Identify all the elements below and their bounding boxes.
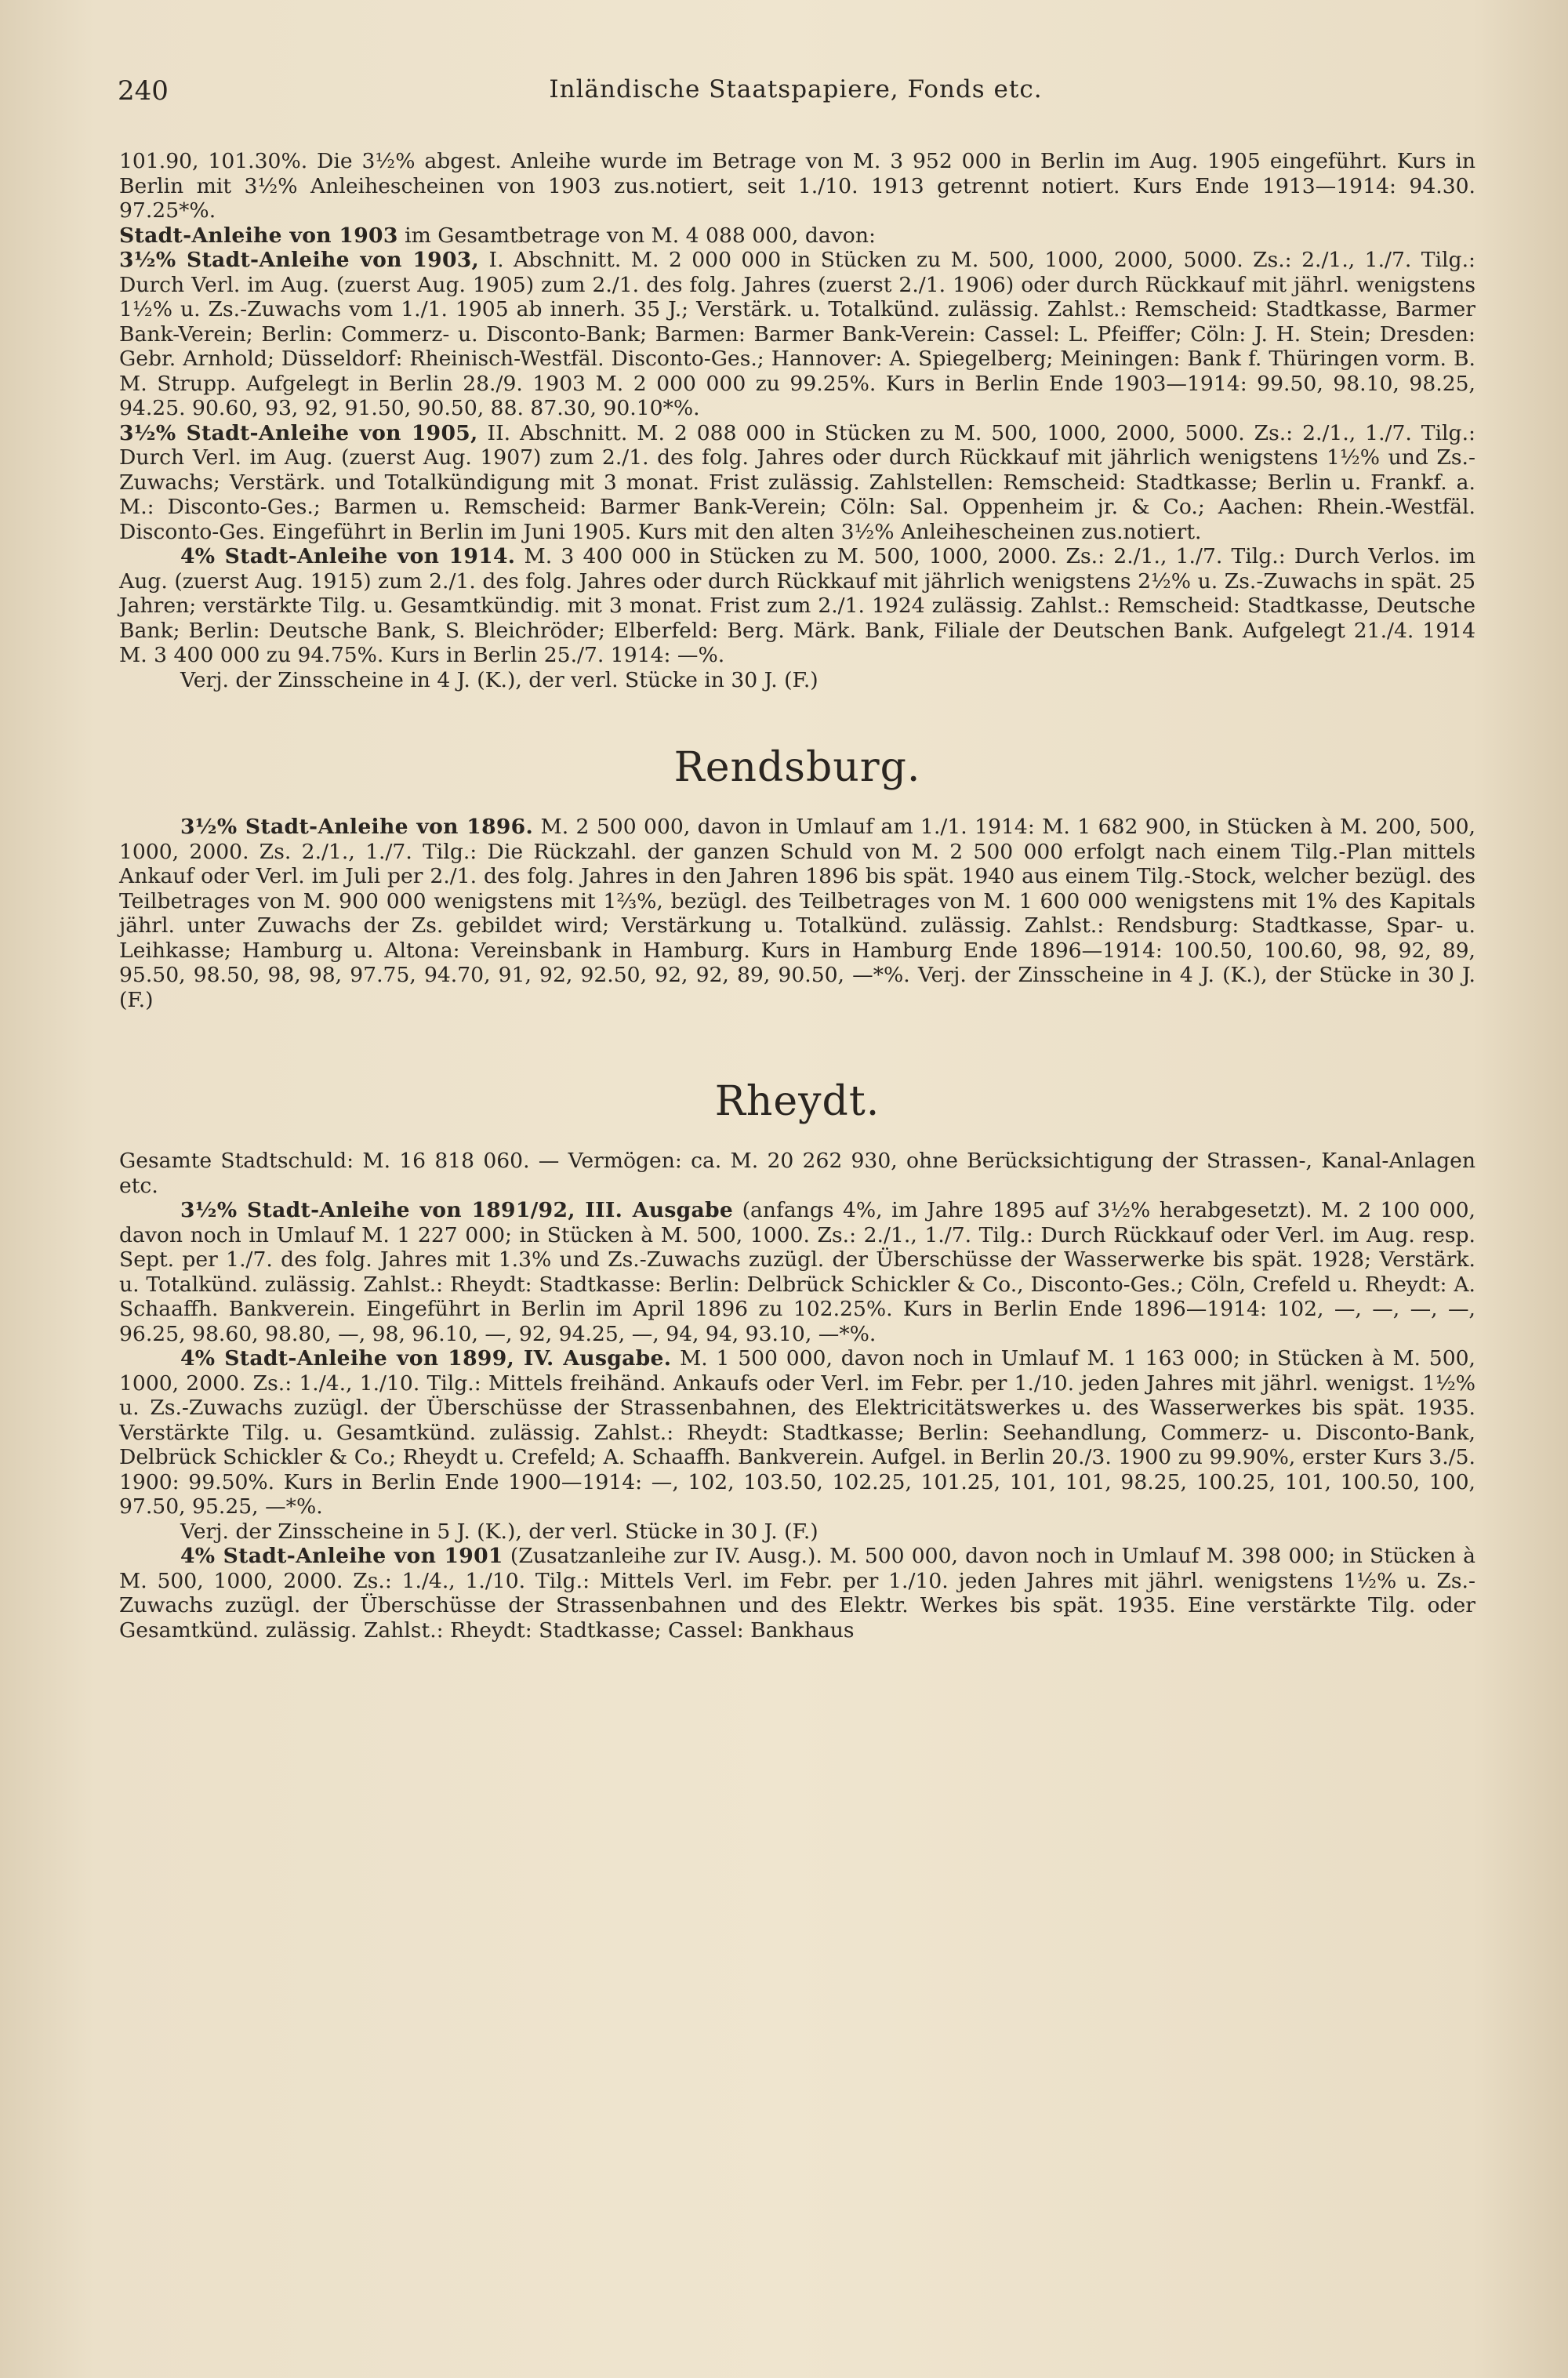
loan-text: M. 2 500 000, davon in Umlauf am 1./1. 1914: M. 1 682 900, in Stücken à M. 200, 500, 1000, 2000. Zs. 2./1., 1./7. Tilg.: Die Rückzahl. der ganzen Schuld von M. 2 500 000 erfolgt nach einem Tilg.-Plan mittels Ankauf oder Verl. im Juli per 2./1. des folg. Jahres in den Jahren 1896 bis spät. 1940 aus einem Tilg.-Stock, welcher bezügl. des Teilbetrages von M. 900 000 wenigstens mit 1⅔%, bezügl. des Teilbetrages von M. 1 600 000 wenigstens mit 1% des Kapitals jährl. unter Zuwachs der Zs. gebildet wird; Verstärkung u. Totalkünd. zulässig. Zahlst.: Rendsburg: Stadtkasse, Spar- u. Leihkasse; Hamburg u. Altona: Vereinsbank in Hamburg. Kurs in Hamburg Ende 1896—1914: 100.50, 100.60, 98, 92, 89, 95.50, 98.50, 98, 98, 97.75, 94.70, 91, 92, 92.50, 92, 92, 89, 90.50, —*%. Verj. der Zinsscheine in 4 J. (K.), der Stücke in 30 J. (F.) bbox=[119, 815, 1475, 1012]
loan-title: 4% Stadt-Anleihe von 1914. bbox=[180, 544, 516, 568]
remscheid-loan-1914 bbox=[119, 544, 1475, 668]
rheydt-loan-1899 bbox=[119, 1346, 1475, 1519]
loan-title: 3½% Stadt-Anleihe von 1891/92, III. Ausgabe bbox=[180, 1198, 734, 1222]
remscheid-verjaehrung: Verj. der Zinsscheine in 4 J. (K.), der verl. Stücke in 30 J. (F.) bbox=[180, 667, 818, 692]
section-heading-rendsburg: Rendsburg. bbox=[673, 744, 921, 791]
loan-title: 3½% Stadt-Anleihe von 1903, bbox=[119, 248, 480, 272]
page-header bbox=[118, 75, 1474, 111]
loan-text: M. 1 500 000, davon noch in Umlauf M. 1 163 000; in Stücken à M. 500, 1000, 2000. Zs.: 1./4., 1./10. Tilg.: Mittels freihänd. Ankaufs oder Verl. im Febr. per 1./10. jeden Jahres mit jährl. wenigst. 1½% u. Zs.-Zuwachs zuzügl. der Überschüsse der Strassenbahnen, des Elektricitätswerkes u. des Wasserwerkes bis spät. 1935. Verstärkte Tilg. u. Gesamtkünd. zulässig. Zahlst.: Rheydt: Stadtkasse; Berlin: Seehandlung, Commerz- u. Disconto-Bank, Delbrück Schickler & Co.; Rheydt u. Crefeld; A. Schaaffh. Bankverein. Aufgel. in Berlin 20./3. 1900 zu 99.90%, erster Kurs 3./5. 1900: 99.50%. Kurs in Berlin Ende 1900—1914: —, 102, 103.50, 102.25, 101.25, 101, 101, 98.25, 100.25, 101, 100.50, 100, 97.50, 95.25, —*%. bbox=[119, 1346, 1475, 1519]
loan-text: M. 3 400 000 in Stücken zu M. 500, 1000, 2000. Zs.: 2./1., 1./7. Tilg.: Durch Verlos. im Aug. (zuerst Aug. 1915) zum 2./1. des folg. Jahres oder durch Rückkauf mit jährlich wenigstens 2½% u. Zs.-Zuwachs in spät. 25 Jahren; verstärkte Tilg. u. Gesamtkündig. mit 3 monat. Frist zum 2./1. 1924 zulässig. Zahlst.: Remscheid: Stadtkasse, Deutsche Bank; Berlin: Deutsche Bank, S. Bleichröder; Elberfeld: Berg. Märk. Bank, Filiale der Deutschen Bank. Aufgelegt 21./4. 1914 M. 3 400 000 zu 94.75%. Kurs in Berlin 25./7. 1914: —%. bbox=[119, 544, 1475, 667]
loan-title: 3½% Stadt-Anleihe von 1905, bbox=[119, 420, 478, 445]
running-title: Inländische Staatspapiere, Fonds etc. bbox=[549, 75, 1043, 103]
loan-title: Stadt-Anleihe von 1903 bbox=[119, 223, 398, 248]
loan-text: (anfangs 4%, im Jahre 1895 auf 3½% herabgesetzt). M. 2 100 000, davon noch in Umlauf M. 1 227 000; in Stücken à M. 500, 1000. Zs.: 2./1., 1./7. Tilg.: Durch Rückkauf oder Verl. im Aug. resp. Sept. per 1./7. des folg. Jahres mit 1.3% und Zs.-Zuwachs zuzügl. der Überschüsse der Wasserwerke bis spät. 1928; Verstärk. u. Totalkünd. zulässig. Zahlst.: Rheydt: Stadtkasse: Berlin: Delbrück Schickler & Co., Disconto-Ges.; Cöln, Crefeld u. Rheydt: A. Schaaffh. Bankverein. Eingeführt in Berlin im April 1896 zu 102.25%. Kurs in Berlin Ende 1896—1914: 102, —, —, —, —, 96.25, 98.60, 98.80, —, 98, 96.10, —, 92, 94.25, —, 94, 94, 93.10, —*%. bbox=[119, 1198, 1475, 1346]
rendsburg-loan-1896 bbox=[119, 815, 1475, 1012]
remscheid-intro: 101.90, 101.30%. Die 3½% abgest. Anleihe wurde im Betrage von M. 3 952 000 in Berlin im Aug. 1905 eingeführt. Kurs in Berlin mit 3½% Anleihescheinen von 1903 zus.notiert, seit 1./10. 1913 getrennt notiert. Kurs Ende 1913—1914: 94.30. 97.25*%. bbox=[119, 149, 1475, 223]
page-number: 240 bbox=[118, 75, 169, 107]
rheydt-loan-1891 bbox=[119, 1198, 1475, 1346]
loan-text: (Zusatzanleihe zur IV. Ausg.). M. 500 000, davon noch in Umlauf M. 398 000; in Stücken à M. 500, 1000, 2000. Zs.: 1./4., 1./10. Tilg.: Mittels Verl. im Febr. per 1./10. jeden Jahres mit jährl. wenigstens 1½% u. Zs.-Zuwachs zuzügl. der Überschüsse der Strassenbahnen und des Elektr. Werkes bis spät. 1935. Eine verstärkte Tilg. oder Gesamtkünd. zulässig. Zahlst.: Rheydt: Stadtkasse; Cassel: Bankhaus bbox=[119, 1544, 1475, 1643]
rheydt-verjaehrung: Verj. der Zinsscheine in 5 J. (K.), der verl. Stücke in 30 J. (F.) bbox=[180, 1519, 818, 1544]
rheydt-intro: Gesamte Stadtschuld: M. 16 818 060. — Vermögen: ca. M. 20 262 930, ohne Berücksichtigung der Strassen-, Kanal-Anlagen etc. bbox=[119, 1149, 1475, 1198]
page-body bbox=[119, 149, 1475, 1643]
loan-text: I. Abschnitt. M. 2 000 000 in Stücken zu M. 500, 1000, 2000, 5000. Zs.: 2./1., 1./7. Tilg.: Durch Verl. im Aug. (zuerst Aug. 1905) zum 2./1. des folg. Jahres (zuerst 2./1. 1906) oder durch Rückkauf mit jährl. wenigstens 1½% u. Zs.-Zuwachs vom 1./1. 1905 ab innerh. 35 J.; Verstärk. u. Totalkünd. zulässig. Zahlst.: Remscheid: Stadtkasse, Barmer Bank-Verein; Berlin: Commerz- u. Disconto-Bank; Barmen: Barmer Bank-Verein: Cassel: L. Pfeiffer; Cöln: J. H. Stein; Dresden: Gebr. Arnhold; Düsseldorf: Rheinisch-Westfäl. Disconto-Ges.; Hannover: A. Spiegelberg; Meiningen: Bank f. Thüringen vorm. B. M. Strupp. Aufgelegt in Berlin 28./9. 1903 M. 2 000 000 zu 99.25%. Kurs in Berlin Ende 1903—1914: 99.50, 98.10, 98.25, 94.25. 90.60, 93, 92, 91.50, 90.50, 88. 87.30, 90.10*%. bbox=[119, 248, 1475, 420]
section-heading-rheydt: Rheydt. bbox=[714, 1078, 880, 1125]
loan-title: 3½% Stadt-Anleihe von 1896. bbox=[180, 815, 534, 839]
rheydt-loan-1901 bbox=[119, 1544, 1475, 1643]
loan-text: im Gesamtbetrage von M. 4 088 000, davon: bbox=[397, 223, 876, 248]
remscheid-loan-1905 bbox=[119, 421, 1475, 545]
remscheid-total-loan bbox=[119, 223, 1475, 249]
loan-text: II. Abschnitt. M. 2 088 000 in Stücken zu M. 500, 1000, 2000, 5000. Zs.: 2./1., 1./7. Tilg.: Durch Verl. im Aug. (zuerst Aug. 1907) zum 2./1. des folg. Jahres oder durch Rückkauf mit jährlich wenigstens 1½% und Zs.-Zuwachs; Verstärk. und Totalkündigung mit 3 monat. Frist zulässig. Zahlstellen: Remscheid: Stadtkasse; Berlin u. Frankf. a. M.: Disconto-Ges.; Barmen u. Remscheid: Barmer Bank-Verein; Cöln: Sal. Oppenheim jr. & Co.; Aachen: Rhein.-Westfäl. Disconto-Ges. Eingeführt in Berlin im Juni 1905. Kurs mit den alten 3½% Anleihescheinen zus.notiert. bbox=[119, 420, 1475, 544]
loan-title: 4% Stadt-Anleihe von 1901 bbox=[180, 1544, 503, 1568]
loan-title: 4% Stadt-Anleihe von 1899, IV. Ausgabe. bbox=[180, 1346, 672, 1371]
remscheid-loan-1903 bbox=[119, 248, 1475, 421]
